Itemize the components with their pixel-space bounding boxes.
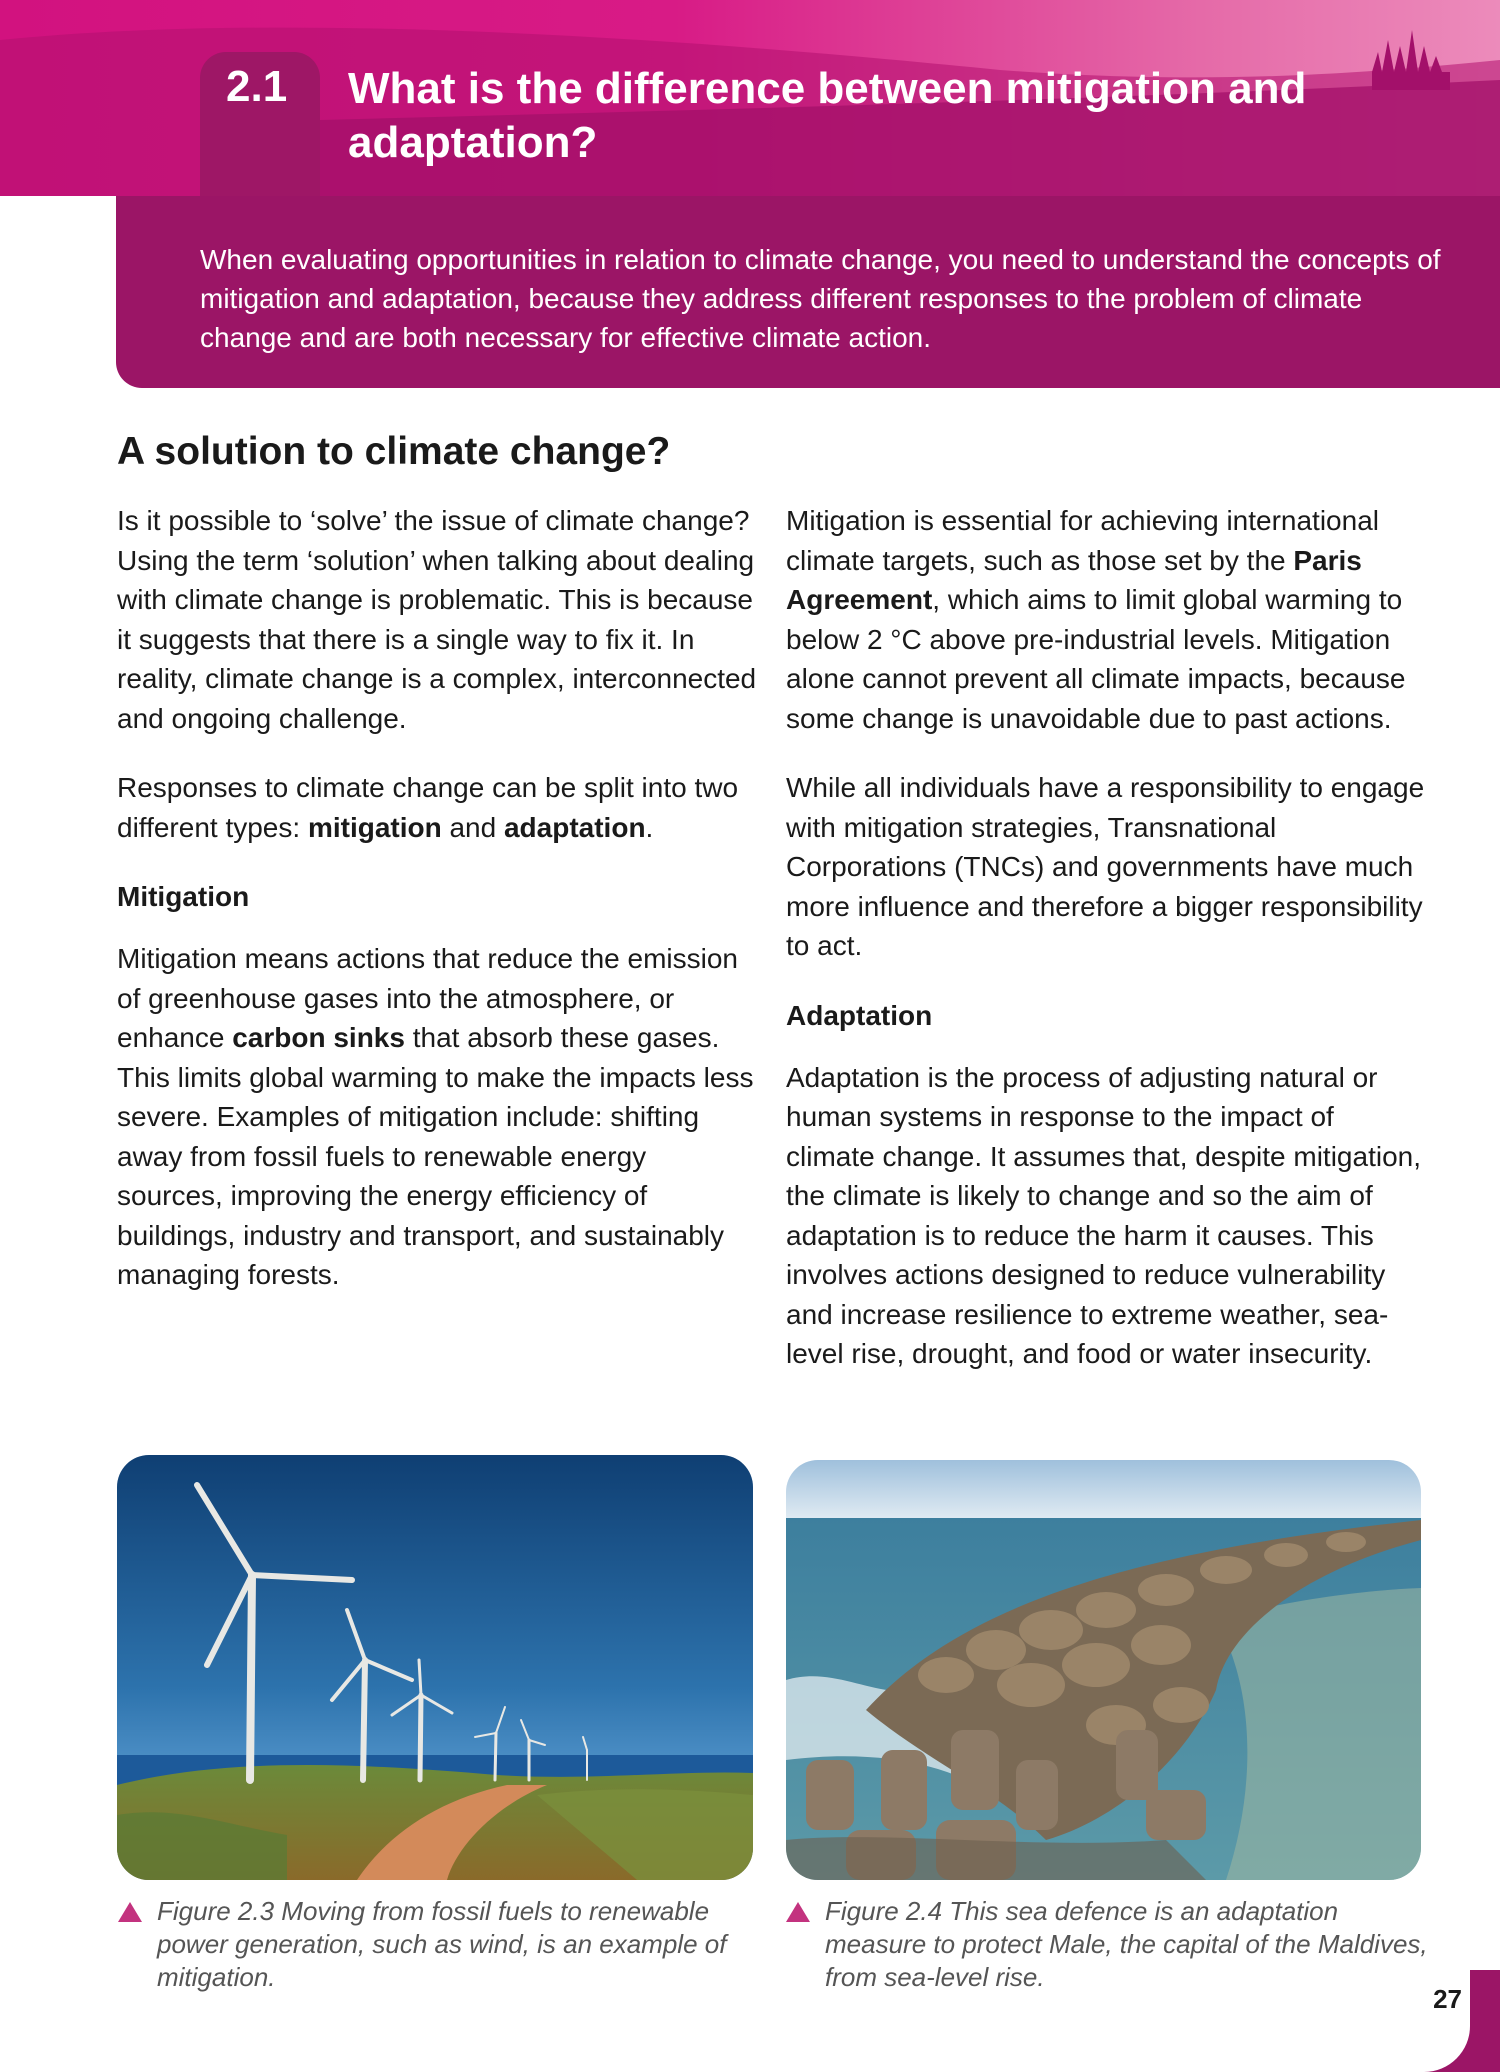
paragraph-adaptation: Adaptation is the process of adjusting natural or human systems in response to the impact of climate change. It assumes that, despite mitigation, the climate is likely to change and so the aim of adaptation is to reduce the harm it causes. This involves actions designed to reduce vulnerability and increase resilience to extreme weather, sea-level rise, drought, and food or water insecurity.: [786, 1061, 1421, 1369]
term-mitigation: mitigation: [307, 811, 442, 843]
term-carbon-sinks: carbon sinks: [232, 1022, 405, 1053]
caption-marker-icon: [118, 1902, 142, 1922]
wind-turbines-photo: [117, 1455, 753, 1880]
text-span: , which aims to limit global warming to below 2 °C above pre-industrial levels. Mitigation alone cannot prevent all climate impacts, because some change is unavoidable due to past actions.: [786, 584, 1406, 734]
paragraph-intro: Is it possible to ‘solve’ the issue of climate change? Using the term ‘solution’ when talking about dealing with climate change is problematic. This is because it suggests that there is a single way to fix it. In reality, climate change is a complex, interconnected and ongoing challenge.: [117, 505, 757, 734]
paragraph-responsibility: While all individuals have a responsibility to engage with mitigation strategies, Transnational Corporations (TNCs) and governments have much more influence and therefore a bigger responsibility to act.: [786, 772, 1425, 961]
page-number: 27: [1433, 1984, 1462, 2014]
right-column: [786, 501, 1426, 1404]
intro-text: When evaluating opportunities in relation to climate change, you need to understand the concepts of mitigation and adaptation, because they address different responses to the problem of climate change and are both necessary for effective climate action.: [200, 244, 1441, 353]
figure-caption-2-4: Figure 2.4 This sea defence is an adaptation measure to protect Male, the capital of the Maldives, from sea-level rise.: [825, 1896, 1428, 1992]
text-span: Mitigation means actions that reduce the emission of greenhouse gases into the atmosphere, or enhance: [117, 943, 738, 1053]
figure-caption-2-3: Figure 2.3 Moving from fossil fuels to renewable power generation, such as wind, is an example of mitigation.: [157, 1896, 727, 1992]
term-paris-agreement: Paris Agreement: [786, 544, 1362, 615]
page-title: What is the difference between mitigation and adaptation?: [348, 64, 1307, 167]
term-adaptation: adaptation: [503, 811, 646, 843]
text-span: and: [441, 811, 504, 843]
section-heading: A solution to climate change?: [117, 430, 671, 473]
sea-defence-illustration: [786, 1460, 1421, 1880]
text-span: .: [645, 811, 654, 843]
paragraph-mitigation: [117, 939, 757, 1295]
adaptation-heading: Adaptation: [786, 999, 933, 1031]
text-span: Mitigation is essential for achieving international climate targets, such as those set by the: [786, 505, 1379, 576]
sea-defence-photo: [786, 1460, 1421, 1880]
wind-turbines-illustration: [117, 1455, 753, 1880]
caption-marker-icon: [786, 1902, 810, 1922]
text-span: that absorb these gases. This limits global warming to make the impacts less severe. Examples of mitigation include: shifting away from fossil fuels to renewable energy sources, improving the energy efficiency of buildings, industry and transport, and sustainably managing forests.: [117, 1022, 754, 1290]
text-span: Responses to climate change can be split into two different types:: [117, 772, 739, 843]
skyline-icon: [1372, 30, 1450, 90]
left-column: [117, 501, 757, 1325]
section-number: 2.1: [226, 62, 288, 111]
page-corner-cutout: [1388, 1965, 1470, 2072]
paragraph-paris: [786, 501, 1426, 738]
paragraph-responses: [117, 768, 757, 847]
mitigation-heading: Mitigation: [117, 881, 250, 912]
